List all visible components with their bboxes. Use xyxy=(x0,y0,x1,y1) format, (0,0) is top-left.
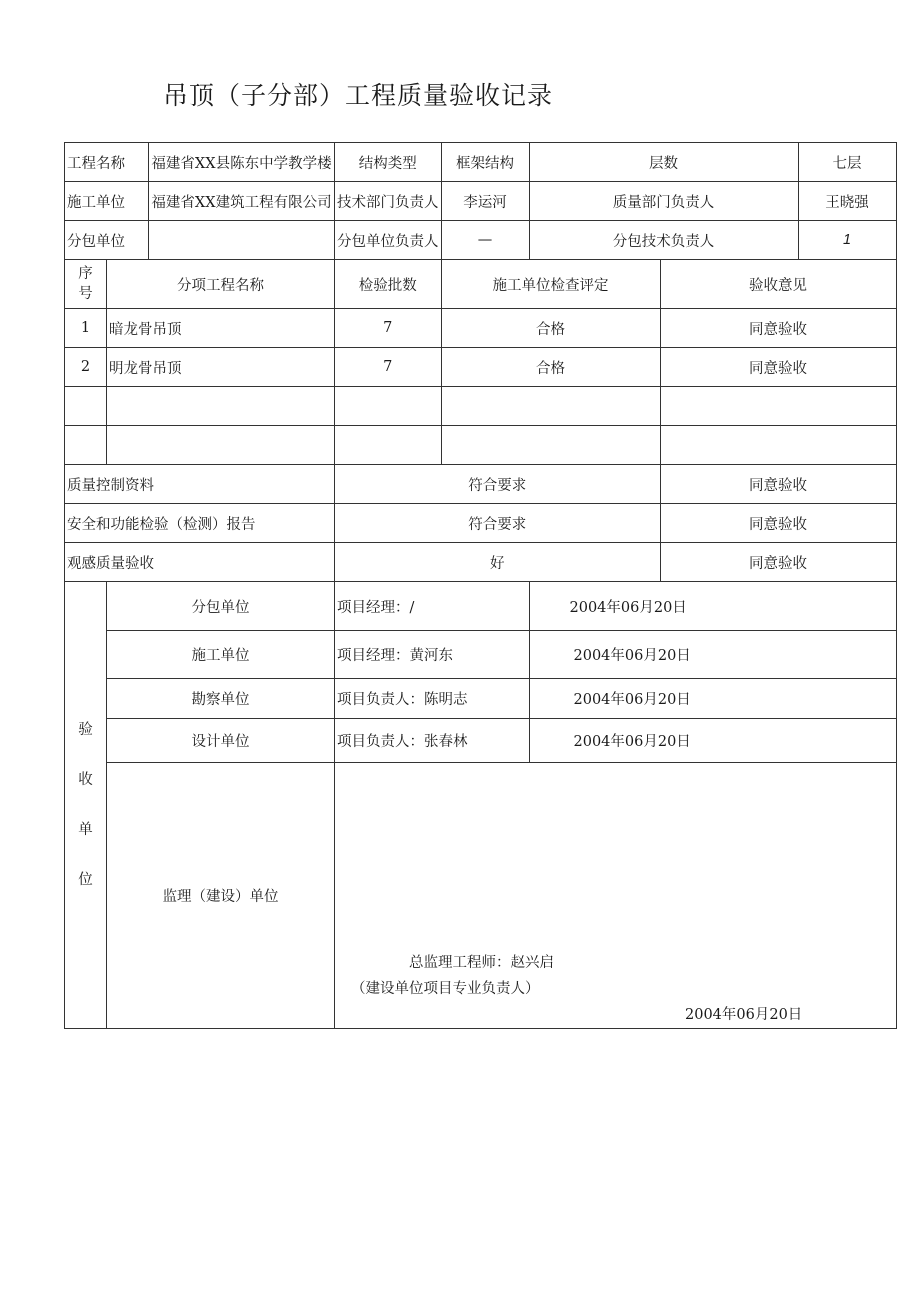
contractor-value: 福建省XX建筑工程有限公司 xyxy=(149,182,335,221)
item-eval: 合格 xyxy=(441,309,660,348)
item-no xyxy=(65,426,107,465)
group-char: 位 xyxy=(78,872,93,888)
item-name: 明龙骨吊顶 xyxy=(107,348,335,387)
unit-date: 2004年06月20日 xyxy=(529,582,896,631)
table-row xyxy=(65,309,897,348)
table-row xyxy=(65,504,897,543)
owner-representative: （建设单位项目专业负责人） xyxy=(351,981,540,997)
check-label: 安全和功能检验（检测）报告 xyxy=(65,504,335,543)
floors-label: 层数 xyxy=(529,143,798,182)
check-label: 观感质量验收 xyxy=(65,543,335,582)
check-opinion: 同意验收 xyxy=(660,504,896,543)
subcontractor-value xyxy=(149,221,335,260)
item-no: 2 xyxy=(65,348,107,387)
table-row xyxy=(65,719,897,763)
unit-date: 2004年06月20日 xyxy=(529,719,896,763)
unit-name: 施工单位 xyxy=(107,631,335,679)
table-row xyxy=(65,679,897,719)
group-char: 收 xyxy=(78,772,93,788)
unit-person: 项目负责人：陈明志 xyxy=(335,679,530,719)
table-row xyxy=(65,465,897,504)
supervision-sign-area xyxy=(335,763,897,1029)
floors-value: 七层 xyxy=(798,143,896,182)
group-char: 单 xyxy=(78,822,93,838)
unit-person: 项目负责人：张春林 xyxy=(335,719,530,763)
check-opinion: 同意验收 xyxy=(660,543,896,582)
unit-person: 项目经理：黄河东 xyxy=(335,631,530,679)
table-row xyxy=(65,348,897,387)
item-opinion xyxy=(660,426,896,465)
no-header: 序号 xyxy=(65,260,107,309)
table-row xyxy=(65,387,897,426)
chief-engineer: 总监理工程师：赵兴启 xyxy=(409,955,554,971)
quality-head-value: 王晓强 xyxy=(798,182,896,221)
table-row xyxy=(65,582,897,631)
unit-name: 分包单位 xyxy=(107,582,335,631)
sub-tech-head-label: 分包技术负责人 xyxy=(529,221,798,260)
unit-name: 勘察单位 xyxy=(107,679,335,719)
contractor-label: 施工单位 xyxy=(65,182,149,221)
item-batches: 7 xyxy=(335,348,442,387)
unit-name: 设计单位 xyxy=(107,719,335,763)
item-name xyxy=(107,426,335,465)
acceptance-group-label xyxy=(65,582,107,1029)
unit-date: 2004年06月20日 xyxy=(529,679,896,719)
table-row xyxy=(65,221,897,260)
item-opinion xyxy=(660,387,896,426)
sub-head-value: — xyxy=(441,221,529,260)
item-batches xyxy=(335,387,442,426)
check-label: 质量控制资料 xyxy=(65,465,335,504)
item-no xyxy=(65,387,107,426)
table-row xyxy=(65,543,897,582)
group-char: 验 xyxy=(78,722,93,738)
check-result: 符合要求 xyxy=(335,504,661,543)
table-row xyxy=(65,143,897,182)
unit-person: 项目经理：/ xyxy=(335,582,530,631)
unit-date: 2004年06月20日 xyxy=(529,631,896,679)
subcontractor-label: 分包单位 xyxy=(65,221,149,260)
supervision-unit-name: 监理（建设）单位 xyxy=(107,763,335,1029)
item-eval xyxy=(441,387,660,426)
opinion-header: 验收意见 xyxy=(660,260,896,309)
table-row xyxy=(65,631,897,679)
item-name-header: 分项工程名称 xyxy=(107,260,335,309)
tech-head-label: 技术部门负责人 xyxy=(335,182,442,221)
table-row xyxy=(65,426,897,465)
item-batches: 7 xyxy=(335,309,442,348)
check-result: 好 xyxy=(335,543,661,582)
supervision-date: 2004年06月20日 xyxy=(685,1007,803,1023)
quality-head-label: 质量部门负责人 xyxy=(529,182,798,221)
page-title: 吊顶（子分部）工程质量验收记录 xyxy=(163,81,554,110)
item-eval xyxy=(441,426,660,465)
table-row xyxy=(65,260,897,309)
project-name-value: 福建省XX县陈东中学教学楼 xyxy=(149,143,335,182)
table-row xyxy=(65,182,897,221)
structure-type-label: 结构类型 xyxy=(335,143,442,182)
item-eval: 合格 xyxy=(441,348,660,387)
sub-tech-head-value: 1 xyxy=(798,221,896,260)
acceptance-record-table xyxy=(64,142,897,1029)
item-opinion: 同意验收 xyxy=(660,309,896,348)
sub-head-label: 分包单位负责人 xyxy=(335,221,442,260)
item-opinion: 同意验收 xyxy=(660,348,896,387)
eval-header: 施工单位检查评定 xyxy=(441,260,660,309)
item-name: 暗龙骨吊顶 xyxy=(107,309,335,348)
project-name-label: 工程名称 xyxy=(65,143,149,182)
check-result: 符合要求 xyxy=(335,465,661,504)
table-row xyxy=(65,763,897,1029)
item-name xyxy=(107,387,335,426)
tech-head-value: 李运河 xyxy=(441,182,529,221)
item-batches xyxy=(335,426,442,465)
batches-header: 检验批数 xyxy=(335,260,442,309)
item-no: 1 xyxy=(65,309,107,348)
structure-type-value: 框架结构 xyxy=(441,143,529,182)
check-opinion: 同意验收 xyxy=(660,465,896,504)
